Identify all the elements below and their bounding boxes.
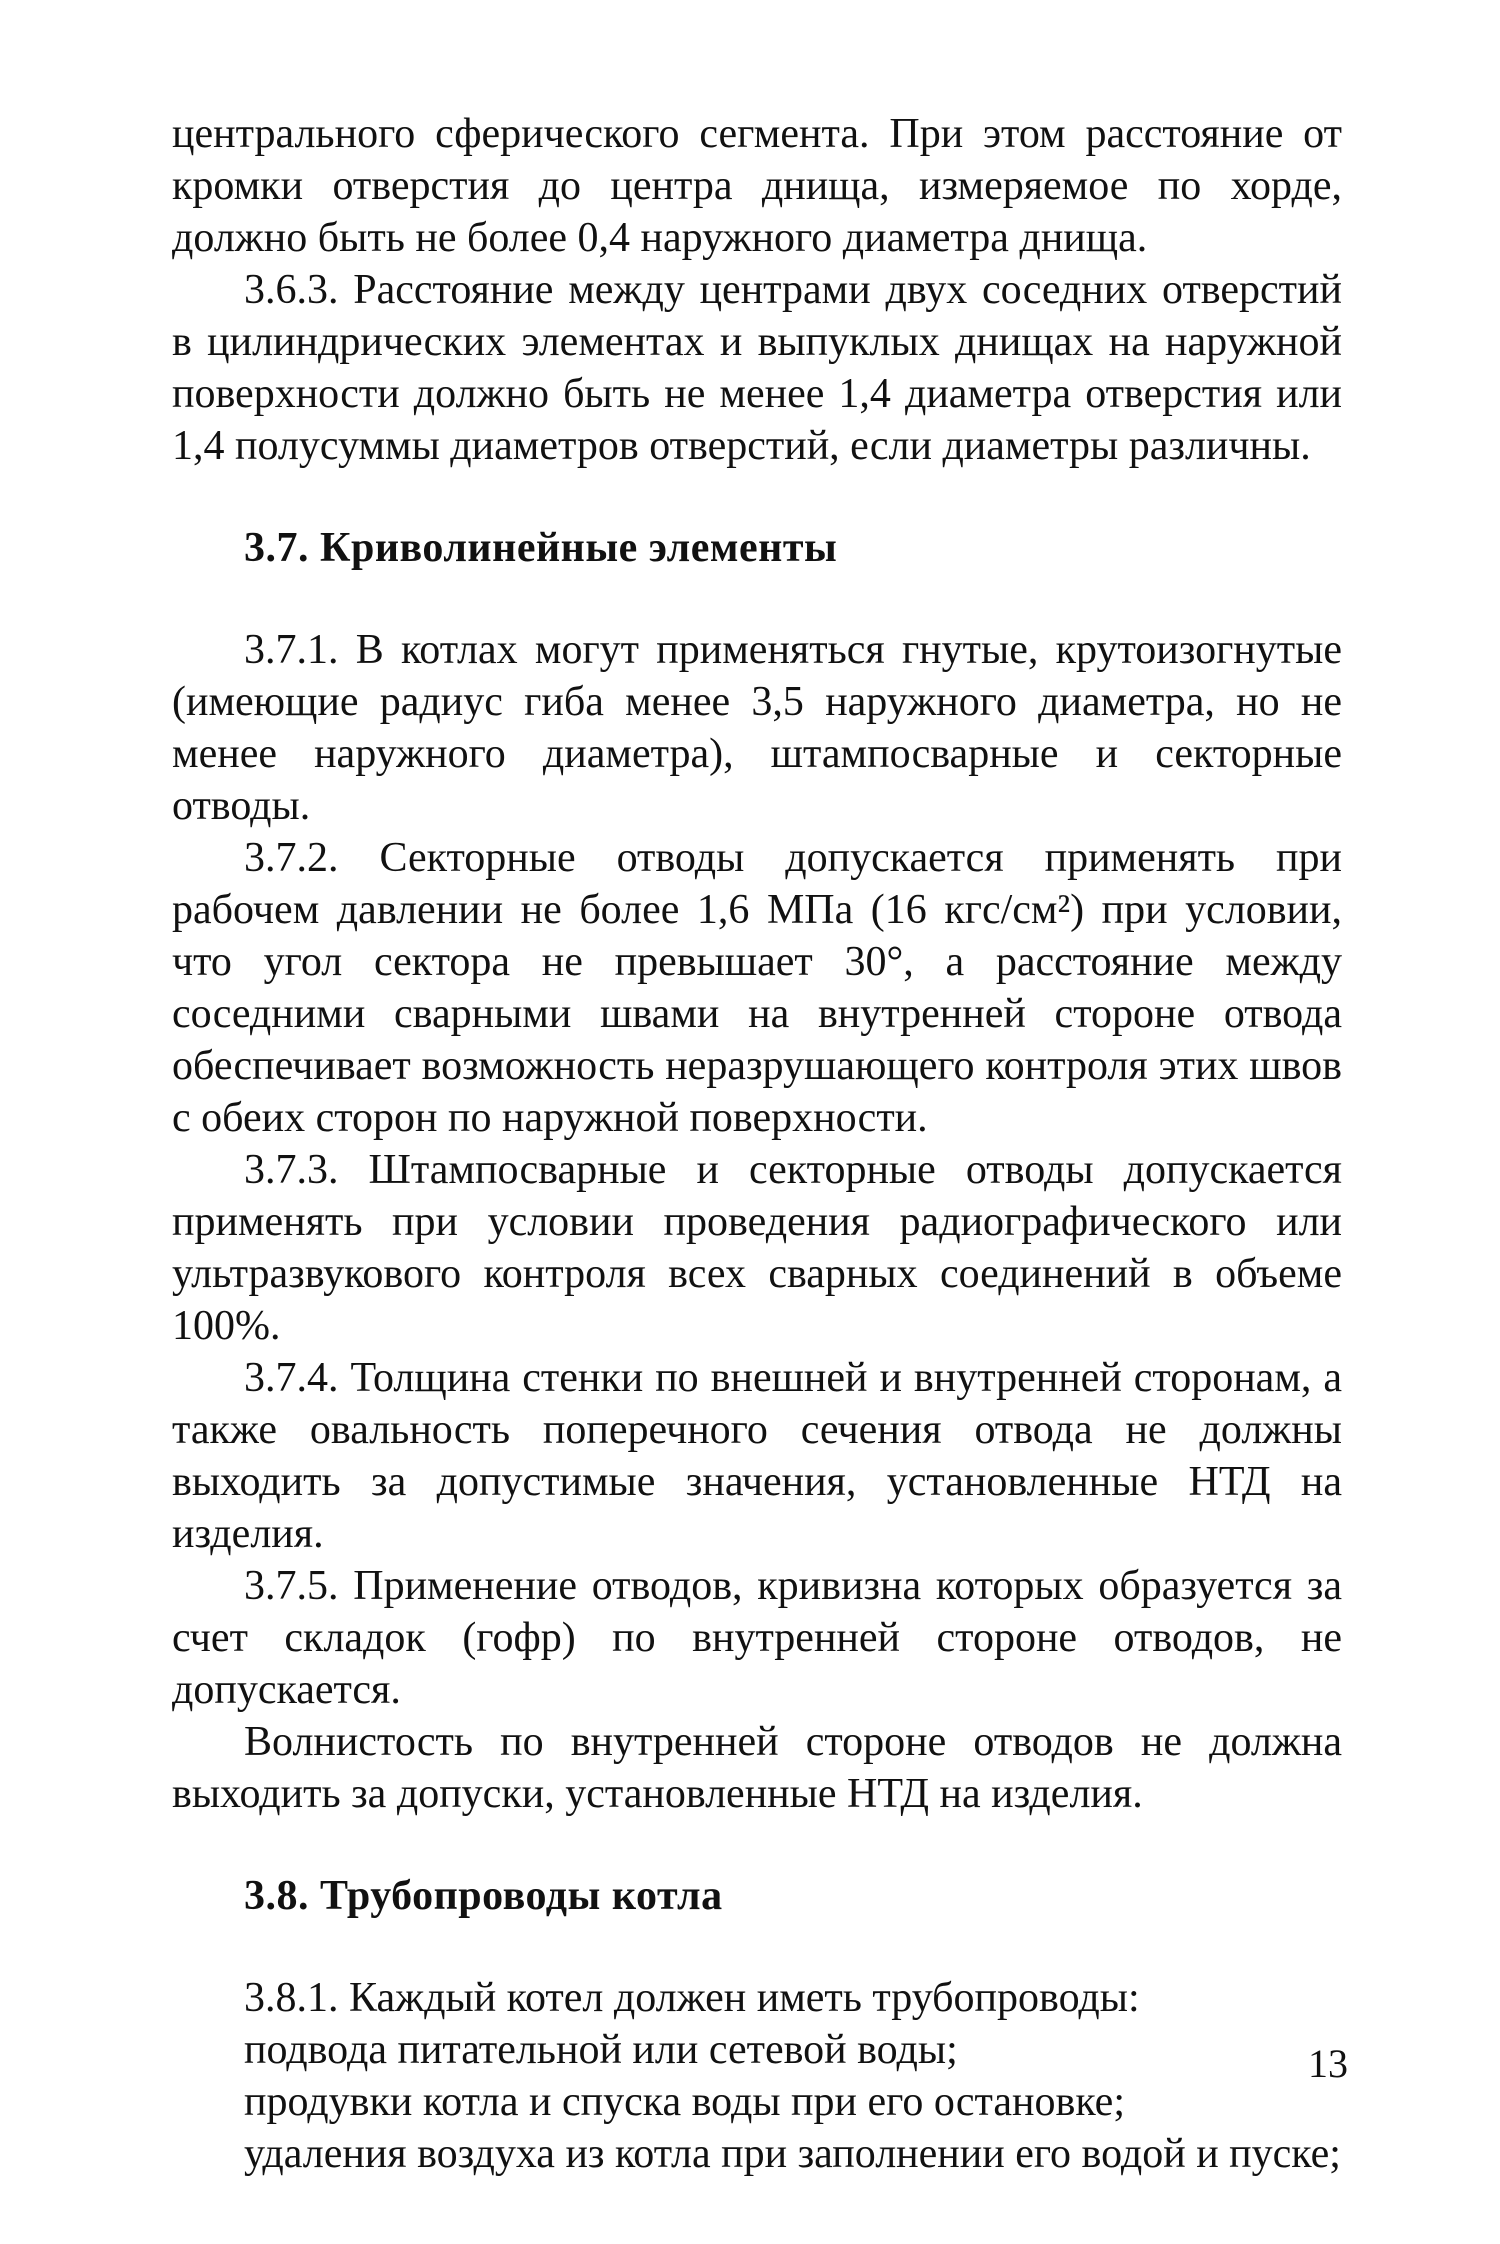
list-item: продувки котла и спуска воды при его остановке; (244, 2079, 1125, 2125)
paragraph-3-7-1: 3.7.1. В котлах могут применяться гнутые, крутоизогнутые (имеющие радиус гиба менее 3,5 наружного диаметра, но не менее наружного диаметра), штампосварные и секторные отводы. (172, 627, 1342, 829)
paragraph-3-7-5: 3.7.5. Применение отводов, кривизна которых образуется за счет складок (гофр) по внутренней стороне отводов, не допускается. (172, 1563, 1342, 1713)
paragraph-3-6-3: 3.6.3. Расстояние между центрами двух соседних отверстий в цилиндрических элементах и выпуклых днищах на наружной поверхности должно быть не менее 1,4 диаметра отверстия или 1,4 полусуммы диаметров отверстий, если диаметры различны. (172, 267, 1342, 469)
paragraph-waviness: Волнистость по внутренней стороне отводов не должна выходить за допуски, установленные НТД на изделия. (172, 1719, 1342, 1817)
section-title-3-8: 3.8. Трубопроводы котла (244, 1873, 723, 1919)
paragraph-continuation: центрального сферического сегмента. При этом расстояние от кромки отверстия до центра днища, измеряемое по хорде, должно быть не более 0,4 наружного диаметра днища. (172, 111, 1342, 261)
list-item: удаления воздуха из котла при заполнении его водой и пуске; (244, 2131, 1341, 2177)
list-item: подвода питательной или сетевой воды; (244, 2027, 958, 2073)
paragraph-3-7-3: 3.7.3. Штампосварные и секторные отводы допускается применять при условии проведения радиографического или ультразвукового контроля всех сварных соединений в объеме 100%. (172, 1147, 1342, 1349)
paragraph-3-7-4: 3.7.4. Толщина стенки по внешней и внутренней сторонам, а также овальность поперечного сечения отвода не должны выходить за допустимые значения, установленные НТД на изделия. (172, 1355, 1342, 1557)
paragraph-3-8-1: 3.8.1. Каждый котел должен иметь трубопроводы: (244, 1975, 1140, 2021)
paragraph-3-7-2: 3.7.2. Секторные отводы допускается применять при рабочем давлении не более 1,6 МПа (16 кгс/см²) при условии, что угол сектора не превышает 30°, а расстояние между соседними сварными швами на внутренней стороне отвода обеспечивает возможность неразрушающего контроля этих швов с обеих сторон по наружной поверхности. (172, 835, 1342, 1141)
document-page (172, 108, 1342, 2180)
section-title-3-7: 3.7. Криволинейные элементы (244, 525, 838, 571)
page-number: 13 (1308, 2041, 1348, 2086)
